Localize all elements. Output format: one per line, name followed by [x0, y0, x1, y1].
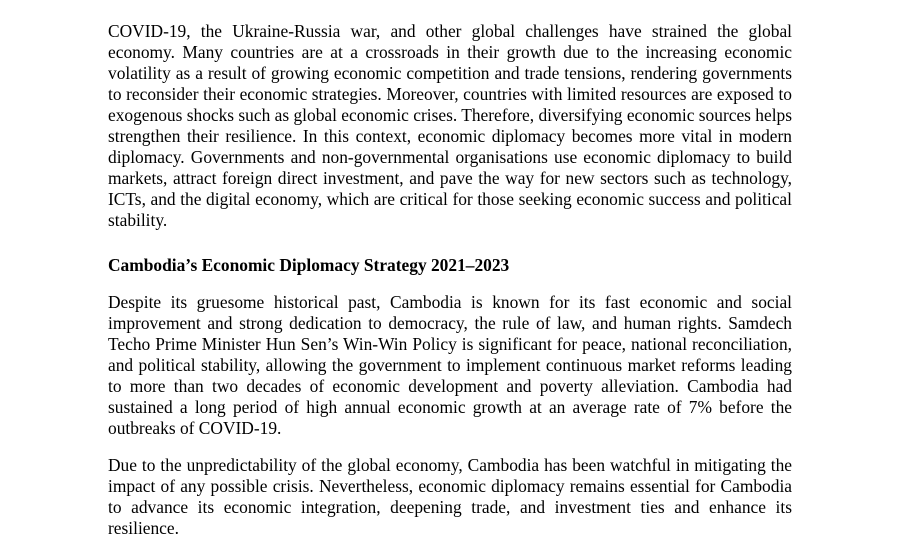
section-heading: Cambodia’s Economic Diplomacy Strategy 2021–2023	[108, 255, 510, 275]
paragraph-cambodia-growth: Despite its gruesome historical past, Cambodia is known for its fast economic and social improvement and strong dedication to democracy, the rule of law, and human rights. Samdech Techo Prime Minister Hun Sen’s Win-Win Policy is significant for peace, national reconciliation, and political stability, allowing the government to implement continuous market reforms leading to more than two decades of economic development and poverty alleviation. Cambodia had sustained a long period of high annual economic growth at an average rate of 7% before the outbreaks of COVID-19.	[108, 292, 792, 438]
paragraph-intro: COVID-19, the Ukraine-Russia war, and other global challenges have strained the global economy. Many countries are at a crossroads in their growth due to the increasing economic volatility as a result of growing economic competition and trade tensions, rendering governments to reconsider their economic strategies. Moreover, countries with limited resources are exposed to exogenous shocks such as global economic crises. Therefore, diversifying economic sources helps strengthen their resilience. In this context, economic diplomacy becomes more vital in modern diplomacy. Governments and non-governmental organisations use economic diplomacy to build markets, attract foreign direct investment, and pave the way for new sectors such as technology, ICTs, and the digital economy, which are critical for those seeking economic success and political stability.	[108, 21, 793, 230]
paragraph-global-economy: Due to the unpredictability of the global economy, Cambodia has been watchful in mitigating the impact of any possible crisis. Nevertheless, economic diplomacy remains essential for Cambodia to advance its economic integration, deepening trade, and investment ties and enhance its resilience.	[108, 455, 792, 538]
